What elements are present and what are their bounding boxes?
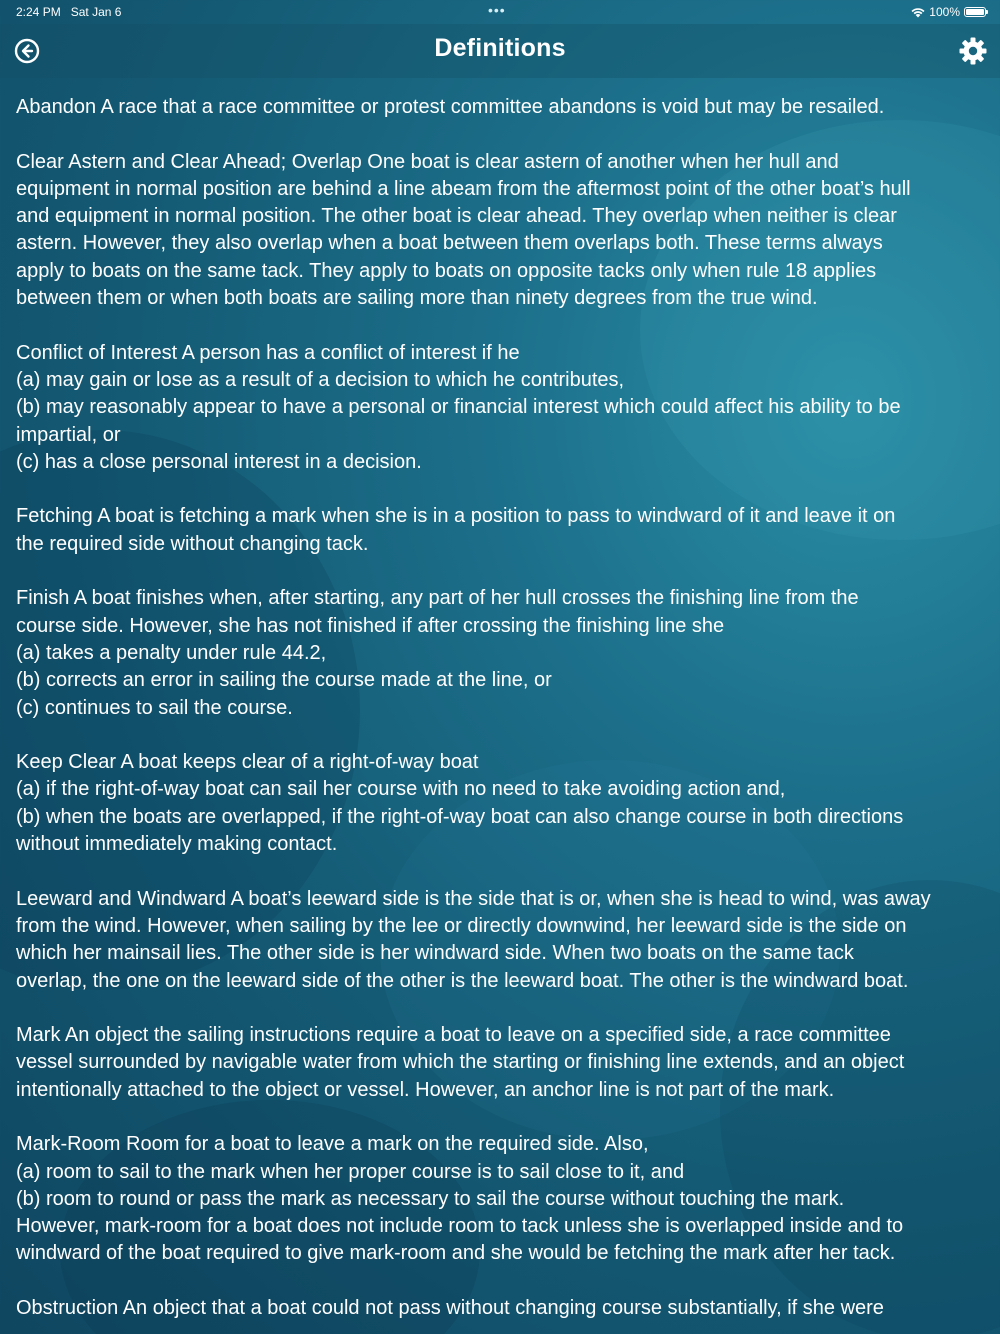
definitions-text <box>0 78 1000 1322</box>
navigation-bar <box>0 24 1000 78</box>
battery-fill <box>966 9 984 15</box>
gear-icon <box>958 36 988 66</box>
definition-line: the required side without changing tack. <box>16 532 369 555</box>
definition-line: which her mainsail lies. The other side is her windward side. When two boats on the same tack <box>16 942 854 965</box>
definition-entry <box>16 749 984 858</box>
definition-line: (c) has a close personal interest in a decision. <box>16 450 422 473</box>
definition-line: Conflict of Interest A person has a conflict of interest if he <box>16 341 520 364</box>
wifi-icon <box>911 7 925 18</box>
definition-line: However, mark-room for a boat does not include room to tack unless she is overlapped inside and to <box>16 1215 904 1238</box>
definition-entry <box>16 94 984 121</box>
definition-line: from the wind. However, when sailing by the lee or directly downwind, her leeward side is the side on <box>16 914 907 937</box>
status-time-value: 2:24 PM <box>16 5 61 19</box>
definition-line: astern. However, they also overlap when a boat between them overlaps both. These terms always <box>16 232 883 255</box>
definitions-scroll-view[interactable] <box>0 78 1000 1334</box>
definition-line: equipment in normal position are behind a line abeam from the aftermost point of the other boat’s hull <box>16 177 911 200</box>
battery-icon <box>964 7 986 17</box>
definition-line: vessel surrounded by navigable water from which the starting or finishing line extends, and an object <box>16 1051 905 1074</box>
definition-line: (a) if the right-of-way boat can sail her course with no need to take avoiding action and, <box>16 778 786 801</box>
definition-line: Abandon A race that a race committee or protest committee abandons is void but may be resailed. <box>16 96 885 118</box>
definition-line: intentionally attached to the object or vessel. However, an anchor line is not part of the mark. <box>16 1078 835 1101</box>
definition-line: (a) may gain or lose as a result of a decision to which he contributes, <box>16 368 625 391</box>
definition-line: Clear Astern and Clear Ahead; Overlap One boat is clear astern of another when her hull and <box>16 150 839 173</box>
definition-line: Obstruction An object that a boat could not pass without changing course substantially, if she were <box>16 1297 884 1320</box>
definition-line: windward of the boat required to give mark-room and she would be fetching the mark after her tack. <box>16 1242 896 1265</box>
definition-line: (a) room to sail to the mark when her proper course is to sail close to it, and <box>16 1160 685 1183</box>
definition-line: Leeward and Windward A boat’s leeward side is the side that is or, when she is head to wind, was away <box>16 887 931 910</box>
definition-line: Mark An object the sailing instructions require a boat to leave on a specified side, a race committee <box>16 1024 891 1047</box>
status-right <box>911 5 986 19</box>
definition-line: overlap, the one on the leeward side of the other is the leeward boat. The other is the windward boat. <box>16 969 909 992</box>
battery-percent: 100% <box>929 5 960 19</box>
settings-button[interactable] <box>958 36 988 66</box>
definition-line: (b) may reasonably appear to have a personal or financial interest which could affect his ability to be <box>16 396 901 419</box>
definition-line: (b) when the boats are overlapped, if the right-of-way boat can also change course in both directions <box>16 805 904 828</box>
definition-line: (c) continues to sail the course. <box>16 696 293 719</box>
definition-entry <box>16 503 984 558</box>
definition-line: Keep Clear A boat keeps clear of a right-of-way boat <box>16 751 479 774</box>
definition-entry <box>16 1131 984 1267</box>
definition-line: Finish A boat finishes when, after starting, any part of her hull crosses the finishing line from the <box>16 587 859 610</box>
definition-line: and equipment in normal position. The other boat is clear ahead. They overlap when neither is clear <box>16 205 897 228</box>
definition-line: (b) room to round or pass the mark as necessary to sail the course without touching the mark. <box>16 1187 845 1210</box>
status-time <box>16 5 121 19</box>
definition-line: Fetching A boat is fetching a mark when she is in a position to pass to windward of it and leave it on <box>16 505 896 528</box>
definition-line: (b) corrects an error in sailing the course made at the line, or <box>16 669 552 692</box>
definition-entry <box>16 1295 984 1322</box>
status-date: Sat Jan 6 <box>70 5 122 19</box>
definition-line: impartial, or <box>16 423 121 446</box>
definition-entry <box>16 340 984 476</box>
definition-entry <box>16 1022 984 1104</box>
multitasking-dots-icon[interactable]: ••• <box>488 2 506 18</box>
definition-line: (a) takes a penalty under rule 44.2, <box>16 641 327 664</box>
definition-line: course side. However, she has not finished if after crossing the finishing line she <box>16 614 725 637</box>
definition-line: apply to boats on the same tack. They apply to boats on opposite tacks only when rule 18 applies <box>16 259 877 282</box>
definition-line: without immediately making contact. <box>16 833 338 856</box>
definition-entry <box>16 149 984 313</box>
definition-entry <box>16 886 984 995</box>
status-bar <box>0 0 1000 24</box>
definition-line: Mark-Room Room for a boat to leave a mark on the required side. Also, <box>16 1133 649 1156</box>
definition-entry <box>16 585 984 721</box>
page-title: Definitions <box>434 34 566 62</box>
definition-line: between them or when both boats are sailing more than ninety degrees from the true wind. <box>16 287 818 310</box>
